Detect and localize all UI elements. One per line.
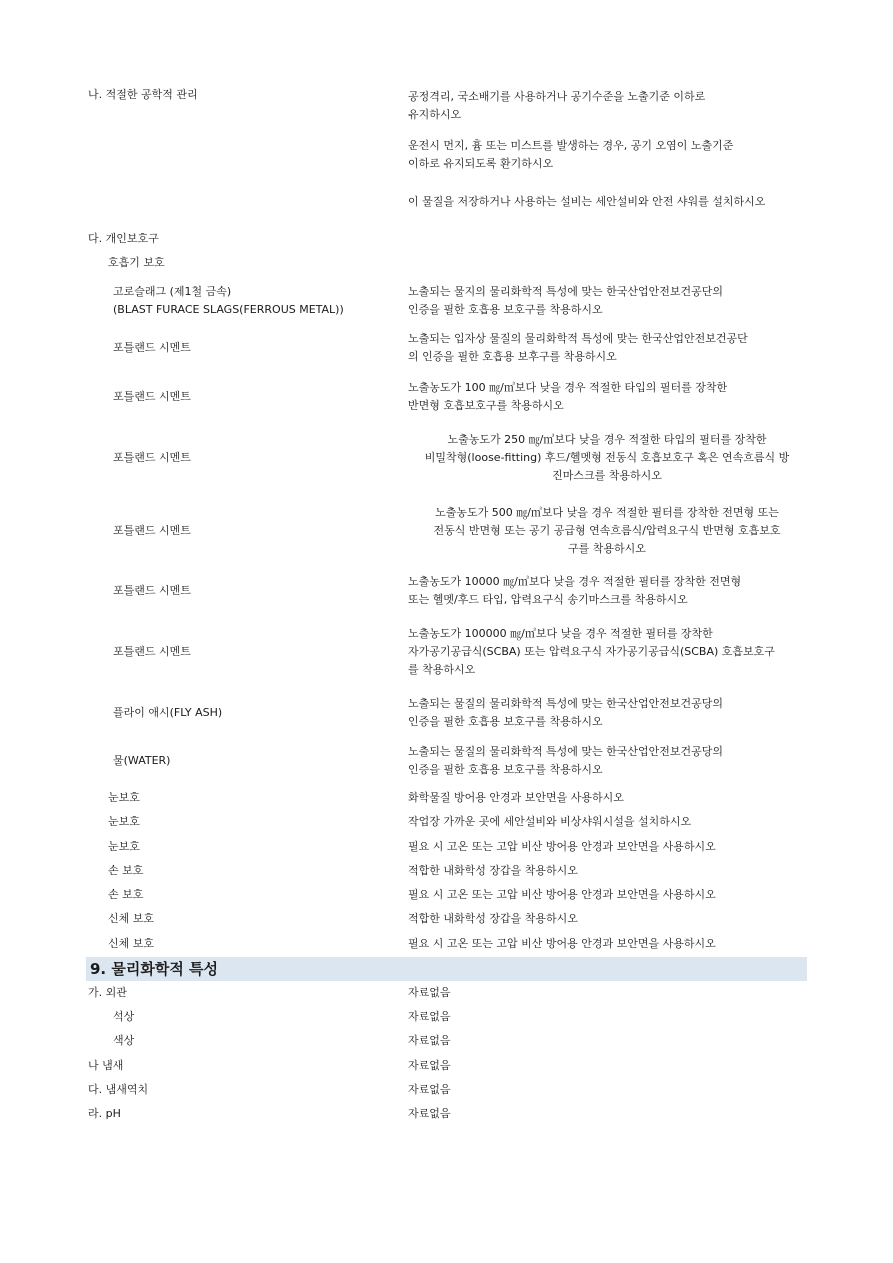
property-label: 석상 bbox=[113, 1010, 135, 1023]
property-value: 자료없음 bbox=[408, 986, 451, 999]
resp-substance-label: 물(WATER) bbox=[113, 754, 171, 767]
ppe-heading: 다. 개인보호구 bbox=[88, 232, 159, 245]
protection-label: 손 보호 bbox=[108, 864, 144, 877]
protection-text: 적합한 내화학성 장갑을 착용하시오 bbox=[408, 912, 578, 925]
resp-substance-label: 플라이 애시(FLY ASH) bbox=[113, 706, 223, 719]
protection-text: 작업장 가까운 곳에 세안설비와 비상샤워시설을 설치하시오 bbox=[408, 815, 692, 828]
protection-label: 신체 보호 bbox=[108, 937, 155, 950]
protection-text: 필요 시 고온 또는 고압 비산 방어용 안경과 보안면을 사용하시오 bbox=[408, 937, 716, 950]
protection-text: 화학물질 방어용 안경과 보안면을 사용하시오 bbox=[408, 791, 624, 804]
resp-instruction: 노출농도가 500 ㎎/㎥보다 낮을 경우 적절한 필터를 장착한 전면형 또는 전동식 반면형 또는 공기 공급형 연속흐름식/압력요구식 반면형 호흡보호 구를 착용하시오 bbox=[433, 506, 781, 555]
protection-label: 눈보호 bbox=[108, 791, 140, 804]
property-value: 자료없음 bbox=[408, 1059, 451, 1072]
resp-substance-label: 포틀랜드 시멘트 bbox=[113, 584, 191, 597]
property-label: 가. 외관 bbox=[88, 986, 127, 999]
protection-text: 필요 시 고온 또는 고압 비산 방어용 안경과 보안면을 사용하시오 bbox=[408, 840, 716, 853]
protection-text: 필요 시 고온 또는 고압 비산 방어용 안경과 보안면을 사용하시오 bbox=[408, 888, 716, 901]
protection-text: 적합한 내화학성 장갑을 착용하시오 bbox=[408, 864, 578, 877]
resp-substance-label: 포틀랜드 시멘트 bbox=[113, 341, 191, 354]
property-value: 자료없음 bbox=[408, 1010, 451, 1023]
protection-label: 손 보호 bbox=[108, 888, 144, 901]
resp-instruction: 노출농도가 250 ㎎/㎥보다 낮을 경우 적절한 타입의 필터를 장착한 비밀착형(loose-fitting) 후드/헬멧형 전동식 호흡보호구 혹은 연속흐름식 방 진마스크를 착용하시오 bbox=[424, 433, 790, 482]
property-label: 라. pH bbox=[88, 1107, 121, 1120]
engineering-controls-text-2: 운전시 먼지, 흄 또는 미스트를 발생하는 경우, 공기 오염이 노출기준 이하로 유지되도록 환기하시오 bbox=[408, 139, 734, 170]
property-value: 자료없음 bbox=[408, 1034, 451, 1047]
resp-instruction: 노출농도가 100000 ㎎/㎥보다 낮을 경우 적절한 필터를 장착한 자가공기공급식(SCBA) 또는 압력요구식 자가공기공급식(SCBA) 호흡보호구 를 착용하시오 bbox=[408, 627, 775, 676]
resp-instruction: 노출되는 물질의 물리화학적 특성에 맞는 한국산업안전보건공당의 인증을 필한 호흡용 보호구를 착용하시오 bbox=[408, 697, 724, 728]
protection-label: 눈보호 bbox=[108, 840, 140, 853]
resp-instruction: 노출되는 물지의 물리화학적 특성에 맞는 한국산업안전보건공단의 인증을 필한 호흡용 보호구를 착용하시오 bbox=[408, 285, 724, 316]
engineering-controls-text-1: 공정격리, 국소배기를 사용하거나 공기수준을 노출기준 이하로 유지하시오 bbox=[408, 90, 706, 121]
property-value: 자료없음 bbox=[408, 1083, 451, 1096]
resp-substance-label: 포틀랜드 시멘트 bbox=[113, 451, 191, 464]
respiratory-protection-heading: 호흡기 보호 bbox=[108, 256, 165, 269]
resp-instruction: 노출농도가 10000 ㎎/㎥보다 낮을 경우 적절한 필터를 장착한 전면형 또는 헬멧/후드 타입, 압력요구식 송기마스크를 착용하시오 bbox=[408, 575, 742, 606]
resp-instruction: 노출되는 입자상 물질의 물리화학적 특성에 맞는 한국산업안전보건공단 의 인증을 필한 호흡용 보후구를 착용하시오 bbox=[408, 332, 748, 363]
property-label: 다. 냄새역치 bbox=[88, 1083, 149, 1096]
property-label: 색상 bbox=[113, 1034, 135, 1047]
engineering-controls-text-3: 이 물질을 저장하거나 사용하는 설비는 세안설비와 안전 샤워를 설치하시오 bbox=[408, 195, 766, 208]
resp-substance-label: 포틀랜드 시멘트 bbox=[113, 390, 191, 403]
resp-substance-label: 포틀랜드 시멘트 bbox=[113, 524, 191, 537]
resp-instruction: 노출농도가 100 ㎎/㎥보다 낮을 경우 적절한 타입의 필터를 장착한 반면형 호흡보호구를 착용하시오 bbox=[408, 381, 728, 412]
resp-substance-label: 포틀랜드 시멘트 bbox=[113, 645, 191, 658]
property-label: 나 냄새 bbox=[88, 1059, 124, 1072]
section-9-title: 9. 물리화학적 특성 bbox=[90, 960, 219, 978]
protection-label: 신체 보호 bbox=[108, 912, 155, 925]
engineering-controls-heading: 나. 적절한 공학적 관리 bbox=[88, 88, 198, 101]
resp-substance-label: 고로슬래그 (제1철 금속) (BLAST FURACE SLAGS(FERROUS METAL)) bbox=[113, 285, 344, 316]
resp-instruction: 노출되는 물질의 물리화학적 특성에 맞는 한국산업안전보건공당의 인증을 필한 호흡용 보호구를 착용하시오 bbox=[408, 745, 724, 776]
protection-label: 눈보호 bbox=[108, 815, 140, 828]
property-value: 자료없음 bbox=[408, 1107, 451, 1120]
